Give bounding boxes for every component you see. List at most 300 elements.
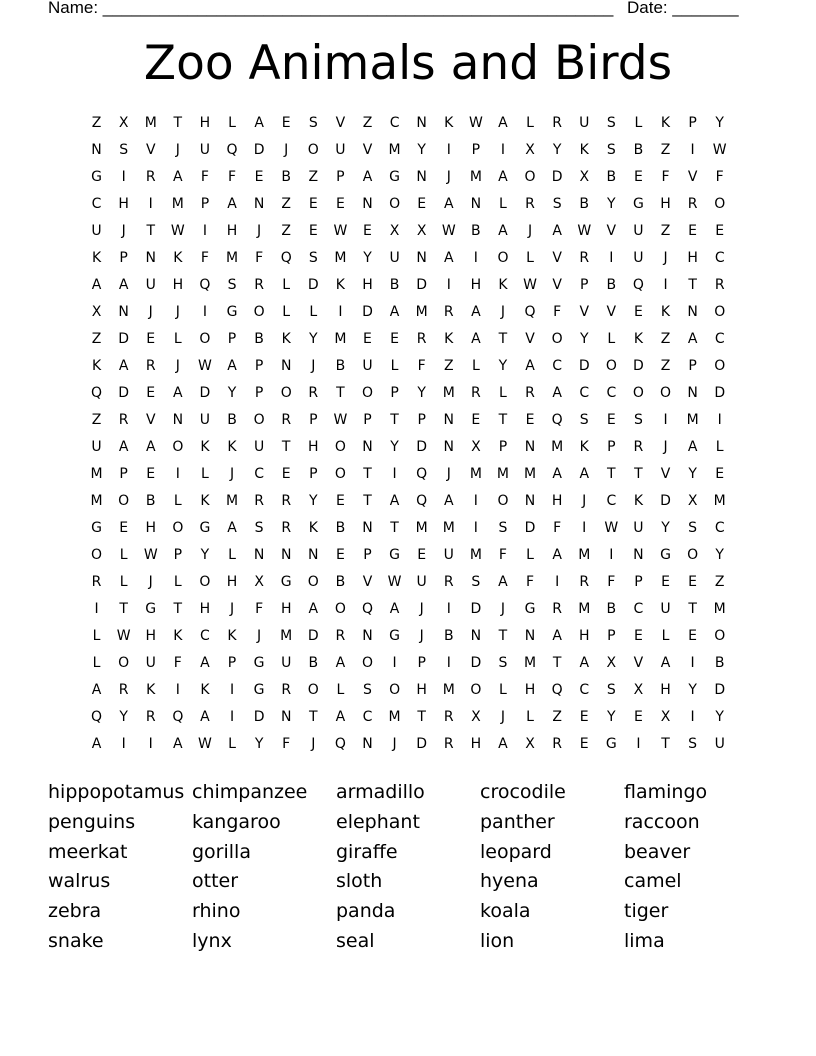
grid-letter: E [146, 385, 156, 401]
grid-letter: I [94, 601, 99, 617]
grid-letter: Q [524, 304, 536, 320]
grid-letter: P [634, 574, 643, 590]
grid-letter: R [470, 385, 481, 401]
grid-letter: Q [199, 277, 211, 293]
grid-letter: I [121, 736, 126, 752]
grid-letter: S [633, 412, 643, 428]
grid-letter: W [333, 223, 348, 239]
grid-letter: L [607, 331, 616, 347]
grid-letter: I [690, 655, 695, 671]
grid-letter: J [175, 142, 180, 158]
grid-letter: D [524, 520, 536, 536]
grid-letter: M [496, 466, 509, 482]
grid-letter: B [281, 169, 291, 185]
grid-letter: Z [91, 412, 102, 428]
grid-letter: B [335, 520, 346, 536]
grid-letter: P [607, 628, 616, 644]
name-field-line: Name: ______________________________________________________ [48, 0, 614, 17]
grid-letter: H [118, 196, 129, 212]
grid-letter: O [172, 439, 184, 455]
grid-letter: V [552, 250, 562, 266]
grid-letter: M [144, 115, 157, 131]
grid-letter: L [119, 547, 128, 563]
grid-letter: Y [607, 196, 616, 212]
grid-letter: M [415, 520, 428, 536]
grid-letter: Q [172, 709, 184, 725]
grid-letter: W [198, 358, 212, 374]
grid-letter: M [334, 331, 347, 347]
grid-letter: E [633, 628, 643, 644]
grid-letter: P [227, 331, 237, 347]
grid-letter: D [660, 493, 671, 509]
grid-letter: X [471, 709, 481, 725]
grid-letter: F [553, 304, 562, 320]
grid-letter: T [336, 385, 345, 401]
grid-letter: F [498, 547, 507, 563]
grid-letter: A [443, 196, 454, 212]
grid-letter: W [116, 628, 131, 644]
grid-letter: A [200, 709, 210, 725]
grid-letter: S [254, 520, 264, 536]
grid-letter: N [280, 547, 292, 563]
grid-letter: K [227, 439, 237, 455]
grid-letter: S [119, 142, 129, 158]
grid-letter: I [446, 142, 451, 158]
grid-letter: A [498, 223, 508, 239]
grid-letter: R [443, 304, 454, 320]
grid-letter: Z [91, 115, 102, 131]
grid-letter: Y [715, 547, 724, 563]
word-list-item: snake [48, 929, 104, 952]
grid-letter: V [145, 142, 156, 158]
grid-letter: C [389, 115, 400, 131]
word-list-item: lion [480, 929, 515, 952]
grid-letter: M [90, 493, 103, 509]
grid-letter: I [446, 601, 451, 617]
grid-letter: M [388, 709, 401, 725]
grid-letter: O [307, 142, 319, 158]
grid-letter: R [525, 196, 535, 212]
grid-letter: Y [715, 709, 724, 725]
grid-letter: K [173, 250, 183, 266]
grid-letter: E [390, 331, 399, 347]
grid-letter: M [524, 466, 537, 482]
grid-letter: R [335, 628, 346, 644]
grid-letter: T [363, 493, 372, 509]
grid-letter: X [118, 115, 129, 131]
grid-letter: R [552, 115, 562, 131]
grid-letter: B [335, 574, 346, 590]
grid-letter: H [199, 115, 211, 131]
grid-letter: B [389, 277, 400, 293]
grid-letter: J [121, 223, 126, 239]
grid-letter: R [552, 736, 562, 752]
grid-letter: C [579, 682, 590, 698]
grid-letter: F [661, 169, 670, 185]
grid-letter: I [175, 466, 180, 482]
grid-letter: M [578, 601, 591, 617]
grid-letter: M [578, 547, 591, 563]
grid-letter: V [660, 466, 671, 482]
grid-letter: P [309, 466, 318, 482]
grid-letter: A [145, 439, 156, 455]
grid-letter: V [606, 223, 617, 239]
grid-letter: L [282, 277, 291, 293]
grid-letter: Q [91, 385, 103, 401]
word-list-item: walrus [48, 870, 111, 893]
grid-letter: H [308, 439, 319, 455]
grid-letter: I [175, 682, 180, 698]
grid-letter: J [392, 736, 397, 752]
grid-letter: E [146, 466, 156, 482]
grid-letter: V [335, 115, 346, 131]
grid-letter: Y [200, 547, 210, 563]
word-list-item: hyena [480, 870, 539, 893]
grid-letter: N [118, 304, 129, 320]
grid-letter: N [524, 628, 536, 644]
grid-letter: A [498, 169, 508, 185]
grid-letter: F [282, 736, 291, 752]
grid-letter: B [254, 331, 264, 347]
grid-letter: R [714, 277, 725, 293]
grid-letter: L [282, 304, 291, 320]
grid-letter: J [229, 466, 235, 482]
grid-letter: N [362, 439, 373, 455]
grid-letter: E [119, 520, 129, 536]
puzzle-title: Zoo Animals and Birds [143, 36, 673, 91]
grid-letter: D [578, 358, 590, 374]
grid-letter: D [551, 169, 563, 185]
grid-letter: N [687, 304, 698, 320]
grid-letter: R [281, 493, 292, 509]
grid-letter: W [441, 223, 456, 239]
grid-letter: U [199, 142, 211, 158]
grid-letter: N [524, 439, 536, 455]
grid-letter: I [473, 520, 478, 536]
grid-letter: K [281, 331, 291, 347]
grid-letter: N [416, 250, 427, 266]
grid-letter: O [714, 196, 726, 212]
grid-letter: A [91, 277, 102, 293]
grid-letter: I [555, 574, 560, 590]
grid-letter: A [579, 655, 590, 671]
grid-letter: I [202, 223, 207, 239]
grid-letter: E [688, 574, 698, 590]
grid-letter: L [119, 574, 128, 590]
grid-letter: A [498, 574, 508, 590]
grid-letter: E [254, 169, 264, 185]
grid-letter: R [525, 385, 535, 401]
grid-letter: X [606, 655, 617, 671]
grid-letter: R [579, 250, 590, 266]
grid-letter: M [551, 439, 564, 455]
grid-letter: R [254, 493, 264, 509]
word-list-item: sloth [336, 870, 383, 893]
grid-letter: L [92, 655, 101, 671]
grid-letter: E [525, 412, 535, 428]
grid-letter: P [227, 655, 237, 671]
grid-letter: P [363, 547, 372, 563]
grid-letter: I [500, 142, 506, 158]
grid-letter: K [227, 628, 237, 644]
grid-letter: O [307, 574, 319, 590]
grid-letter: I [609, 250, 614, 266]
grid-letter: T [661, 736, 670, 752]
word-list-item: tiger [624, 900, 669, 923]
grid-letter: Y [363, 250, 372, 266]
grid-letter: A [552, 385, 562, 401]
grid-letter: U [633, 520, 644, 536]
grid-letter: V [633, 655, 644, 671]
grid-letter: P [688, 358, 697, 374]
grid-letter: J [500, 304, 506, 320]
grid-letter: N [145, 250, 156, 266]
grid-letter: D [416, 277, 428, 293]
grid-letter: J [148, 304, 153, 320]
date-field-line: Date: _______ [627, 0, 739, 17]
word-list-item: beaver [624, 840, 691, 863]
grid-letter: M [90, 466, 103, 482]
grid-letter: O [687, 547, 699, 563]
grid-letter: O [497, 493, 509, 509]
grid-letter: I [717, 412, 722, 428]
grid-letter: R [281, 520, 292, 536]
grid-letter: V [362, 142, 373, 158]
grid-letter: H [687, 250, 698, 266]
grid-letter: M [442, 385, 455, 401]
grid-letter: P [417, 655, 426, 671]
grid-letter: Y [417, 142, 426, 158]
grid-letter: E [688, 628, 698, 644]
word-list-item: penguins [48, 810, 136, 833]
grid-letter: R [254, 277, 264, 293]
grid-letter: Z [660, 358, 671, 374]
grid-letter: M [225, 493, 239, 509]
grid-letter: G [91, 520, 102, 536]
grid-letter: W [333, 412, 348, 428]
grid-letter: B [227, 412, 237, 428]
grid-letter: E [715, 223, 725, 239]
grid-letter: A [552, 223, 562, 239]
grid-letter: S [606, 682, 616, 698]
grid-letter: G [145, 601, 157, 617]
grid-letter: G [389, 169, 400, 185]
grid-letter: L [92, 628, 101, 644]
grid-letter: H [660, 196, 671, 212]
grid-letter: X [254, 574, 264, 590]
grid-letter: G [524, 601, 536, 617]
grid-letter: R [443, 574, 454, 590]
grid-letter: E [308, 196, 318, 212]
grid-letter: J [419, 601, 424, 617]
word-list-item: zebra [48, 900, 102, 923]
grid-letter: C [579, 385, 590, 401]
grid-letter: O [253, 412, 265, 428]
grid-letter: A [443, 493, 454, 509]
grid-letter: Q [91, 709, 103, 725]
grid-letter: A [579, 466, 590, 482]
grid-letter: R [443, 709, 454, 725]
grid-letter: S [688, 736, 698, 752]
grid-letter: N [308, 547, 319, 563]
grid-letter: N [687, 385, 698, 401]
grid-letter: V [145, 412, 156, 428]
grid-letter: O [199, 331, 211, 347]
grid-letter: Q [280, 250, 292, 266]
grid-letter: A [173, 169, 183, 185]
grid-letter: B [606, 169, 617, 185]
grid-letter: F [255, 250, 264, 266]
grid-letter: W [604, 520, 619, 536]
letter-grid [83, 110, 733, 758]
grid-letter: O [280, 385, 292, 401]
grid-letter: U [91, 439, 102, 455]
grid-letter: I [148, 736, 153, 752]
grid-letter: T [309, 709, 318, 725]
grid-letter: P [607, 439, 616, 455]
grid-letter: K [146, 682, 156, 698]
grid-letter: N [362, 196, 373, 212]
grid-letter: U [633, 250, 644, 266]
grid-letter: G [389, 547, 400, 563]
grid-letter: W [198, 736, 212, 752]
grid-letter: A [227, 520, 237, 536]
grid-letter: O [632, 385, 644, 401]
grid-letter: S [227, 277, 237, 293]
grid-letter: X [660, 709, 671, 725]
word-list-item: camel [624, 870, 682, 893]
grid-letter: S [498, 520, 508, 536]
grid-letter: N [416, 169, 427, 185]
grid-letter: L [715, 439, 724, 455]
grid-letter: G [660, 547, 671, 563]
grid-letter: U [362, 358, 373, 374]
grid-letter: L [309, 304, 318, 320]
grid-letter: X [389, 223, 400, 239]
grid-letter: Z [281, 196, 291, 212]
grid-letter: M [334, 250, 347, 266]
grid-letter: E [308, 223, 318, 239]
grid-letter: J [500, 601, 506, 617]
grid-letter: H [172, 277, 184, 293]
grid-letter: B [443, 628, 454, 644]
grid-letter: H [551, 493, 563, 509]
grid-letter: K [660, 304, 671, 320]
grid-letter: Y [390, 439, 399, 455]
grid-letter: D [362, 304, 373, 320]
grid-letter: Y [254, 736, 264, 752]
grid-letter: O [307, 682, 319, 698]
grid-letter: L [201, 466, 209, 482]
word-list-item: giraffe [336, 840, 398, 863]
grid-letter: N [416, 115, 427, 131]
grid-letter: A [362, 169, 373, 185]
grid-letter: G [280, 574, 292, 590]
grid-letter: N [172, 412, 184, 428]
grid-letter: W [143, 547, 158, 563]
grid-letter: A [471, 331, 481, 347]
grid-letter: R [633, 439, 644, 455]
grid-letter: M [713, 601, 726, 617]
grid-letter: O [389, 196, 401, 212]
grid-letter: A [335, 709, 346, 725]
grid-letter: X [471, 439, 481, 455]
grid-letter: U [714, 736, 725, 752]
grid-letter: S [552, 196, 562, 212]
grid-letter: O [497, 250, 509, 266]
grid-letter: W [523, 277, 537, 293]
grid-letter: A [443, 250, 454, 266]
grid-letter: Q [551, 682, 563, 698]
grid-letter: U [660, 601, 671, 617]
grid-letter: J [446, 169, 451, 185]
grid-letter: A [660, 655, 671, 671]
grid-letter: W [387, 574, 402, 590]
grid-letter: I [148, 196, 153, 212]
grid-letter: N [443, 439, 454, 455]
grid-letter: D [633, 358, 644, 374]
grid-letter: K [633, 493, 644, 509]
grid-letter: I [690, 142, 695, 158]
grid-letter: O [524, 169, 536, 185]
grid-letter: T [390, 412, 399, 428]
grid-letter: N [253, 196, 265, 212]
grid-letter: O [551, 331, 563, 347]
grid-letter: O [361, 655, 373, 671]
grid-letter: J [663, 250, 668, 266]
grid-letter: H [660, 682, 671, 698]
word-list-item: chimpanzee [192, 781, 308, 803]
grid-letter: R [416, 331, 427, 347]
grid-letter: T [498, 412, 508, 428]
grid-letter: J [311, 358, 316, 374]
grid-letter: V [525, 331, 535, 347]
grid-letter: R [687, 196, 698, 212]
grid-letter: L [661, 628, 670, 644]
grid-letter: I [202, 304, 207, 320]
grid-letter: A [498, 115, 508, 131]
grid-letter: U [145, 277, 156, 293]
grid-letter: N [633, 547, 644, 563]
grid-letter: U [443, 547, 454, 563]
grid-letter: O [334, 439, 346, 455]
grid-letter: O [118, 493, 130, 509]
grid-letter: N [362, 736, 373, 752]
grid-letter: J [257, 628, 262, 644]
grid-letter: E [281, 466, 291, 482]
grid-letter: E [417, 547, 427, 563]
grid-letter: P [119, 466, 128, 482]
grid-letter: X [525, 142, 535, 158]
grid-letter: O [605, 358, 617, 374]
grid-letter: C [714, 520, 725, 536]
grid-letter: D [307, 628, 319, 644]
grid-letter: J [527, 223, 533, 239]
grid-letter: Z [91, 331, 102, 347]
grid-letter: U [91, 223, 102, 239]
grid-letter: P [254, 385, 264, 401]
word-list-item: rhino [192, 900, 241, 923]
grid-letter: S [471, 574, 481, 590]
grid-letter: L [499, 385, 507, 401]
grid-letter: A [254, 115, 264, 131]
grid-letter: A [389, 601, 400, 617]
grid-letter: K [633, 331, 644, 347]
word-list-item: gorilla [192, 840, 251, 863]
grid-letter: S [606, 142, 616, 158]
word-list-item: flamingo [624, 781, 708, 803]
grid-letter: L [499, 196, 507, 212]
